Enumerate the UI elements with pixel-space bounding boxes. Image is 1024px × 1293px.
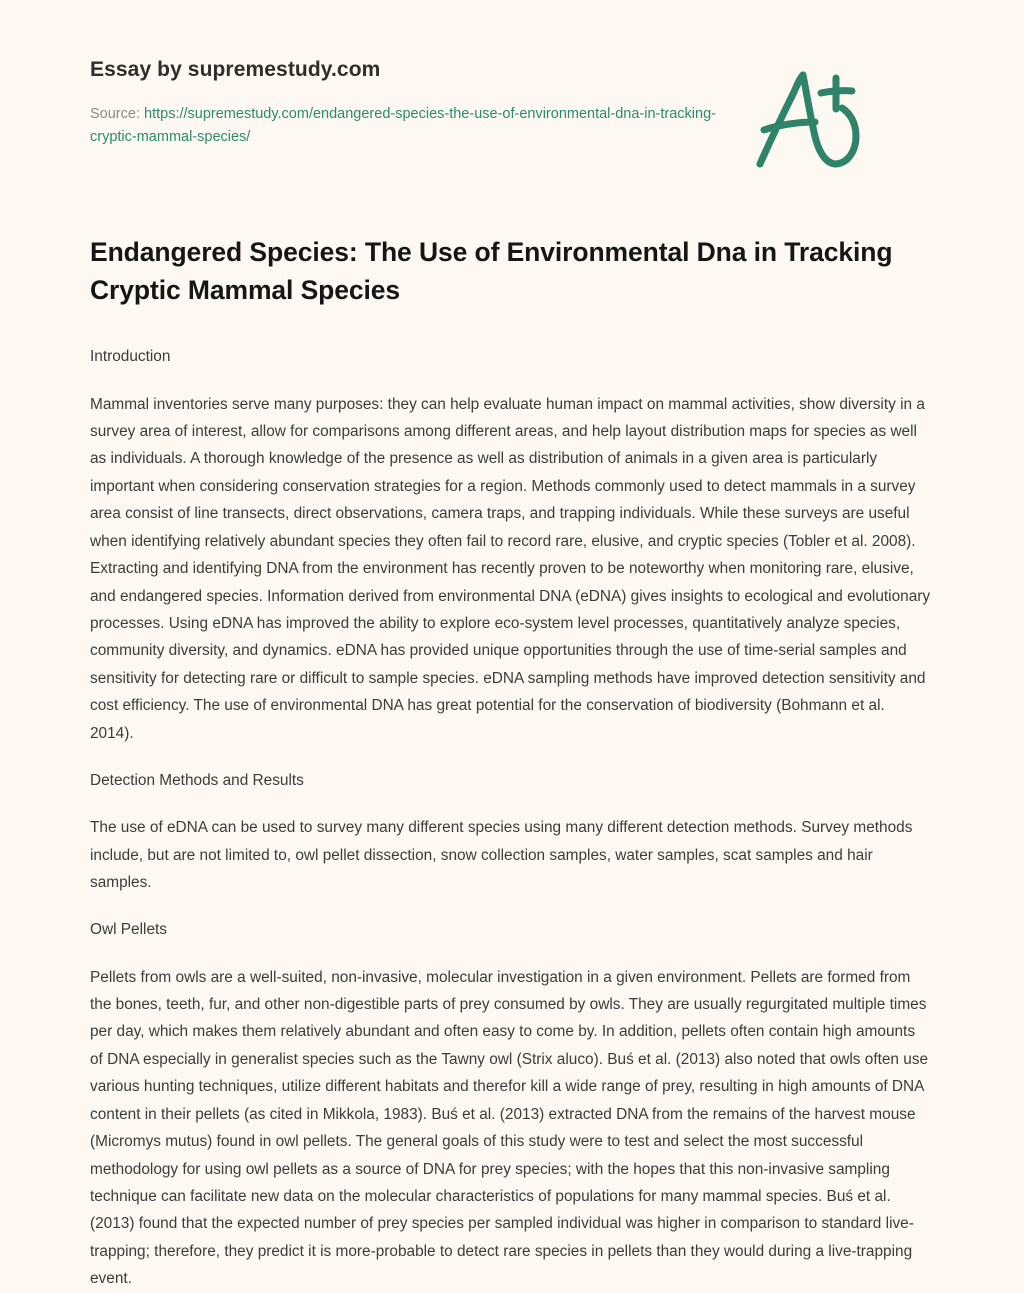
brand-title: Essay by supremestudy.com: [90, 58, 381, 81]
document-header: [90, 0, 934, 148]
a-plus-logo-icon: [748, 68, 868, 176]
section-heading-detection-methods-and-results: Detection Methods and Results: [90, 772, 304, 790]
source-line: [90, 103, 730, 148]
section-paragraph-detection-methods-and-results: The use of eDNA can be used to survey many different species using many different detection methods. Survey methods include, but are not limited to, owl pellet dissection, snow collection samples, water samples, scat samples and hair samples.: [90, 819, 913, 892]
source-url-link[interactable]: https://supremestudy.com/endangered-species-the-use-of-environmental-dna-in-tracking-cryptic-mammal-species/: [90, 106, 716, 145]
section-heading-owl-pellets: Owl Pellets: [90, 921, 167, 939]
source-label: Source:: [90, 106, 140, 123]
section-heading-introduction: Introduction: [90, 348, 171, 366]
article-body: [90, 234, 934, 1292]
section-paragraph-owl-pellets: Pellets from owls are a well-suited, non-invasive, molecular investigation in a given environment. Pellets are formed from the bones, teeth, fur, and other non-digestible parts of prey consumed by owls. They are usually regurgitated multiple times per day, which makes them relatively abundant and often easy to come by. In addition, pellets often contain high amounts of DNA especially in generalist species such as the Tawny owl (Strix aluco). Buś et al. (2013) also noted that owls often use various hunting techniques, utilize different habitats and therefor kill a wide range of prey, resulting in high amounts of DNA content in their pellets (as cited in Mikkola, 1983). Buś et al. (2013) extracted DNA from the remains of the harvest mouse (Micromys mutus) found in owl pellets. The general goals of this study were to test and select the most successful methodology for using owl pellets as a source of DNA for prey species; with the hopes that this non-invasive sampling technique can facilitate new data on the molecular characteristics of populations for many mammal species. Buś et al. (2013) found that the expected number of prey species per sampled individual was higher in comparison to standard live-trapping; therefore, they predict it is more-probable to detect rare species in pellets than they would during a live-trapping event.: [90, 968, 929, 1288]
section-paragraph-introduction: Mammal inventories serve many purposes: they can help evaluate human impact on mammal activities, show diversity in a survey area of interest, allow for comparisons among different areas, and help layout distribution maps for species as well as individuals. A thorough knowledge of the presence as well as distribution of animals in a given area is particularly important when considering conservation strategies for a region. Methods commonly used to detect mammals in a survey area consist of line transects, direct observations, camera traps, and trapping individuals. While these surveys are useful when identifying relatively abundant species they often fail to record rare, elusive, and cryptic species (Tobler et al. 2008). Extracting and identifying DNA from the environment has recently proven to be noteworthy when monitoring rare, elusive, and endangered species. Information derived from environmental DNA (eDNA) gives insights to ecological and evolutionary processes. Using eDNA has improved the ability to explore eco-system level processes, quantitatively analyze species, community diversity, and dynamics. eDNA has provided unique opportunities through the use of time-serial samples and sensitivity for detecting rare or difficult to sample species. eDNA sampling methods have improved detection sensitivity and cost efficiency. The use of environmental DNA has great potential for the conservation of biodiversity (Bohmann et al. 2014).: [90, 395, 931, 742]
page-title: Endangered Species: The Use of Environmental Dna in Tracking Cryptic Mammal Species: [90, 237, 893, 305]
